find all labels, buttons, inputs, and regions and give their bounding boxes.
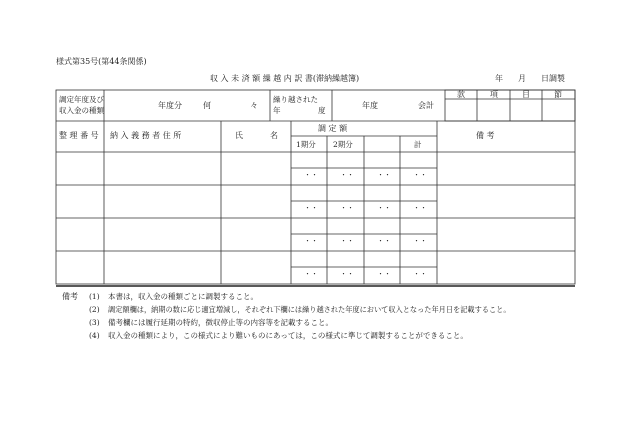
note-1-num: (1) — [89, 292, 100, 301]
account-label: 会計 — [418, 101, 434, 110]
note-4-text: 収入金の種類により，この様式により難いものにあっては，この様式に準じて調製することができること。 — [108, 331, 468, 340]
dot-r3-c3: ・・ — [377, 237, 391, 245]
type-label-line1: 調定年度及び — [59, 95, 104, 104]
col-period-1: 1期分 — [296, 140, 316, 149]
label-setsu: 節 — [554, 90, 562, 99]
dot-r1-c1: ・・ — [304, 171, 318, 179]
date-day: 日調製 — [541, 74, 565, 83]
col-name-1: 氏 — [235, 131, 243, 140]
dot-r4-c3: ・・ — [377, 270, 391, 278]
fiscal-year-label: 年度分 — [158, 101, 182, 110]
nani-repeat-label: 々 — [250, 101, 258, 110]
dot-r1-c2: ・・ — [340, 171, 354, 179]
col-total: 計 — [414, 140, 422, 149]
note-3-num: (3) — [89, 318, 100, 327]
dot-r2-c3: ・・ — [377, 204, 391, 212]
dot-r3-c1: ・・ — [304, 237, 318, 245]
dot-r2-c2: ・・ — [340, 204, 354, 212]
note-3-text: 備考欄には履行延期の特約，徴収停止等の内容等を記載すること。 — [108, 318, 333, 327]
col-chotei: 調 定 額 — [318, 124, 348, 133]
dot-r3-c4: ・・ — [413, 237, 427, 245]
type-label-line2: 収入金の種類 — [59, 106, 104, 115]
form-number: 様式第35号(第44条関係) — [56, 57, 147, 66]
col-address: 納 入 義 務 者 住 所 — [110, 131, 182, 140]
form-title: 収 入 未 済 額 繰 越 内 訳 書(滞納繰越簿) — [210, 74, 360, 83]
dot-r4-c2: ・・ — [340, 270, 354, 278]
dot-r4-c1: ・・ — [304, 270, 318, 278]
col-seiri: 整 理 番 号 — [59, 131, 99, 140]
dot-r1-c4: ・・ — [413, 171, 427, 179]
note-1-text: 本書は，収入金の種類ごとに調製すること。 — [108, 292, 258, 301]
dot-r3-c2: ・・ — [340, 237, 354, 245]
note-2-num: (2) — [89, 305, 100, 314]
label-kan: 款 — [457, 90, 465, 99]
nani-label: 何 — [203, 101, 211, 110]
account-year-label: 年度 — [362, 101, 378, 110]
dot-r4-c4: ・・ — [413, 270, 427, 278]
dot-r2-c1: ・・ — [304, 204, 318, 212]
carry-label-do: 度 — [318, 106, 326, 115]
dot-r1-c3: ・・ — [377, 171, 391, 179]
label-kou: 項 — [490, 90, 498, 99]
col-remarks: 備 考 — [476, 131, 495, 140]
carry-label-year: 年 — [273, 106, 281, 115]
note-4-num: (4) — [89, 331, 100, 340]
col-period-2: 2期分 — [333, 140, 353, 149]
notes-label: 備考 — [62, 292, 78, 301]
carry-label-line1: 繰り越された — [273, 95, 318, 104]
date-year: 年 — [495, 74, 503, 83]
note-2-text: 調定額欄は，納期の数に応じ適宜増減し，それぞれ下欄には繰り越された年度において収入となった年月日を記載すること。 — [108, 305, 511, 314]
date-month: 月 — [518, 74, 526, 83]
label-moku: 目 — [522, 90, 530, 99]
col-name-2: 名 — [270, 131, 278, 140]
dot-r2-c4: ・・ — [413, 204, 427, 212]
